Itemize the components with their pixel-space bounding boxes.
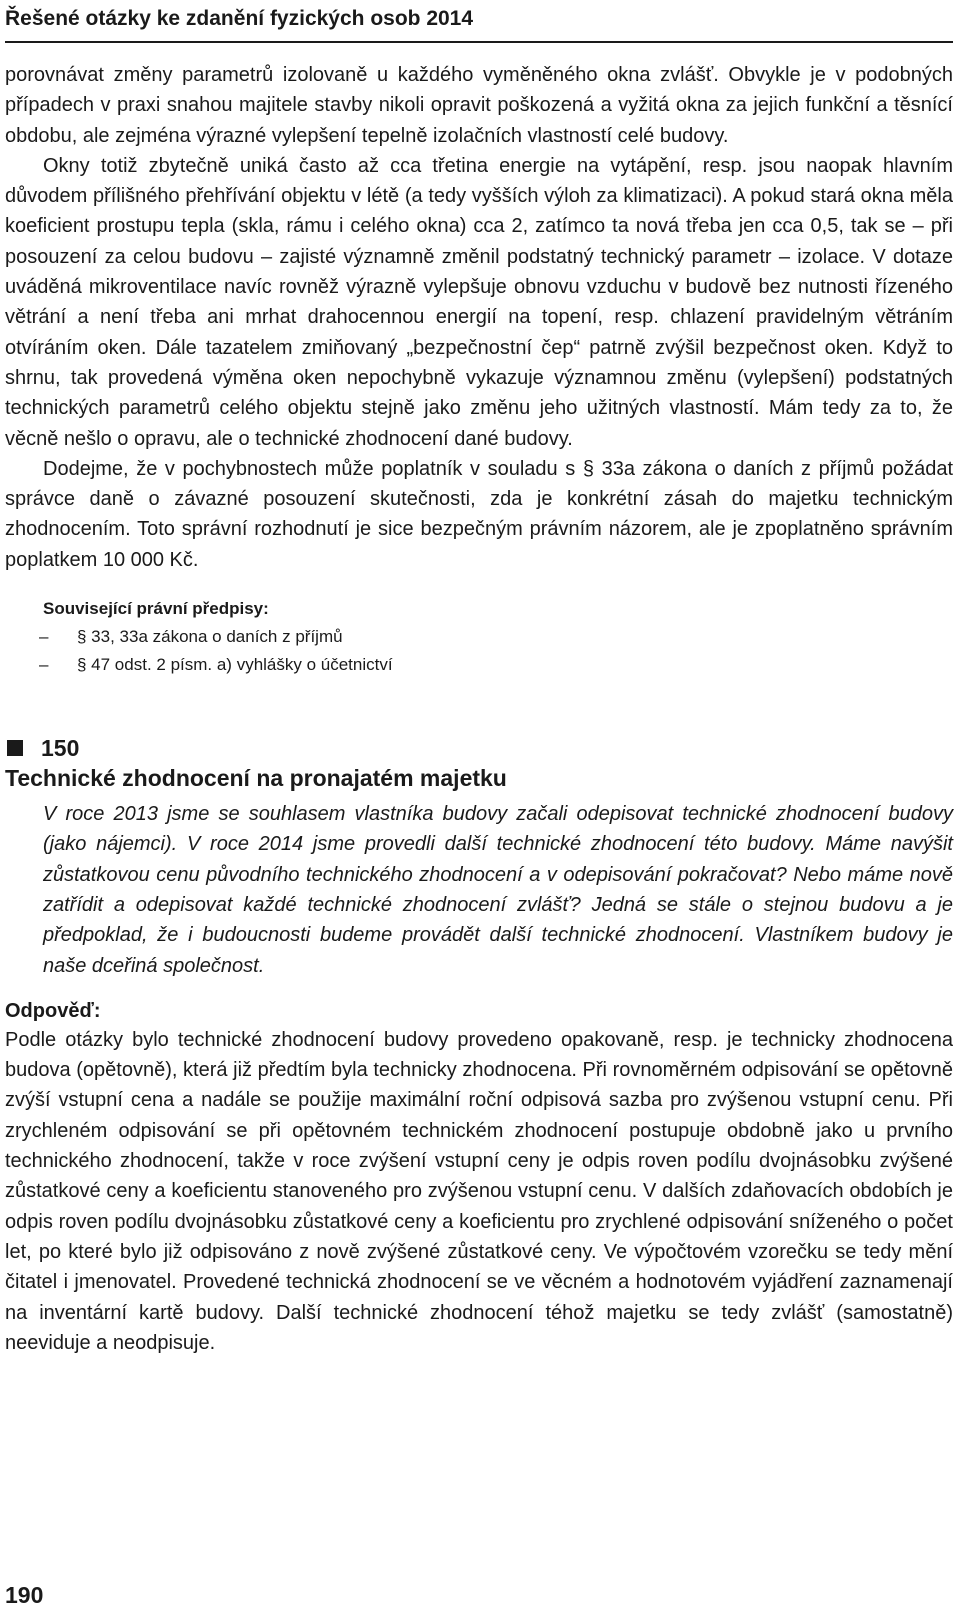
related-regulations-title: Související právní předpisy: [43,599,269,619]
answer-body: Podle otázky bylo technické zhodnocení budovy provedeno opakovaně, resp. je technicky zhodnocena budova (opětovně), která již předtím byla technicky zhodnocena. Při rovnoměrném odpisování se opětovně zvýší vstupní cena a nadále se použije maximální roční odpisová sazba pro zvýšenou vstupní cenu. Při zrychleném odpisování se při opětovném technickém zhodnocení postupuje obdobně jako u prvního technického zhodnocení, takže v roce zvýšení vstupní ceny je odpis roven podílu dvojnásobku zvýšené zůstatkové ceny a koeficientu stanoveného pro zvýšenou vstupní cenu. V dalších zdaňovacích obdobích je odpis roven podílu dvojnásobku zůstatkové ceny a koeficientu pro zrychlené odpisování sníženého o počet let, po které bylo již odpisováno z nově zvýšené zůstatkové ceny. Ve výpočtovém vzorečku se tedy mění čitatel i jmenovatel. Provedené technická zhodnocení se ve věcném a hodnotovém vyjádření zaznamenají na inventární kartě budovy. Další technické zhodnocení téhož majetku se tedy zvlášť (samostatně) neeviduje a neodpisuje. [5,1028,953,1354]
body-paragraph: Okny totiž zbytečně uniká často až cca třetina energie na vytápění, resp. jsou naopak hlavním důvodem přílišného přehřívání objektu v létě (a tedy vyšších výloh za klimatizaci). A pokud stará okna měla koeficient prostupu tepla (skla, rámu i celého okna) cca 2, zatímco ta nová třeba jen cca 0,5, tak se – při posouzení za celou budovu – zajisté významně změnil podstatný technický parametr – izolace. V dotaze uváděná mikroventilace navíc rovněž výrazně vylepšuje obnovu vzduchu v budově bez nutnosti řízeného větrání a není třeba ani mrhat drahocennou energií na topení, resp. chlazení pravidelným větráním otvíráním oken. Dále tazatelem zmiňovaný „bezpečnostní čep“ patrně zvýšil bezpečnost oken. Když to shrnu, tak provedená výměna oken nepochybně vykazuje významnou změnu (vylepšení) podstatných technických parametrů celého objektu stejně jako změnu jeho užitných vlastností. Mám tedy za to, že věcně nešlo o opravu, ale o technické zhodnocení dané budovy. [5,154,953,450]
question-body: V roce 2013 jsme se souhlasem vlastníka budovy začali odepisovat technické zhodnocení budovy (jako nájemci). V roce 2014 jsme provedli další technické zhodnocení této budovy. Máme navýšit zůstatkovou cenu původního technického zhodnocení a v odepisování pokračovat? Nebo máme nově zatřídit a odepisovat každé technické zhodnocení zvlášť? Jedná se stále o stejnou budovu a je předpoklad, že i budoucnosti budeme provádět další technické zhodnocení. Vlastníkem budovy je naše dceřiná společnost. [43,803,953,977]
list-item [5,651,953,679]
dash-marker: – [39,627,49,647]
regulation-text: § 47 odst. 2 písm. a) vyhlášky o účetnictví [77,655,393,675]
question-number-text: 150 [41,735,80,762]
document-page [5,0,953,1619]
regulation-text: § 33, 33a zákona o daních z příjmů [77,627,343,647]
square-bullet-icon [7,740,23,756]
question-number [5,733,953,763]
body-paragraph: porovnávat změny parametrů izolovaně u každého vyměněného okna zvlášť. Obvykle je v podobných případech v praxi snahou majitele stavby nikoli opravit poškozená a vyžitá okna za jejich funkční a těsnící obdobu, ale zejména výrazné vylepšení tepelně izolačních vlastností celé budovy. [5,64,953,147]
dash-marker: – [39,655,49,675]
running-header: Řešené otázky ke zdanění fyzických osob 2014 [5,7,474,30]
question-title: Technické zhodnocení na pronajatém majetku [5,765,507,792]
related-regulations-list [5,623,953,679]
page-number: 190 [5,1582,44,1608]
list-item [5,623,953,651]
related-regulations [5,595,953,679]
page-content [5,60,953,1358]
answer-label: Odpověď: [5,999,101,1022]
body-paragraph: Dodejme, že v pochybnostech může poplatník v souladu s § 33a zákona o daních z příjmů požádat správce daně o závazné posouzení skutečnosti, zda je konkrétní zásah do majetku technickým zhodnocením. Toto správní rozhodnutí je sice bezpečným právním názorem, ale je zpoplatněno správním poplatkem 10 000 Kč. [5,457,953,571]
header-rule [5,41,953,43]
